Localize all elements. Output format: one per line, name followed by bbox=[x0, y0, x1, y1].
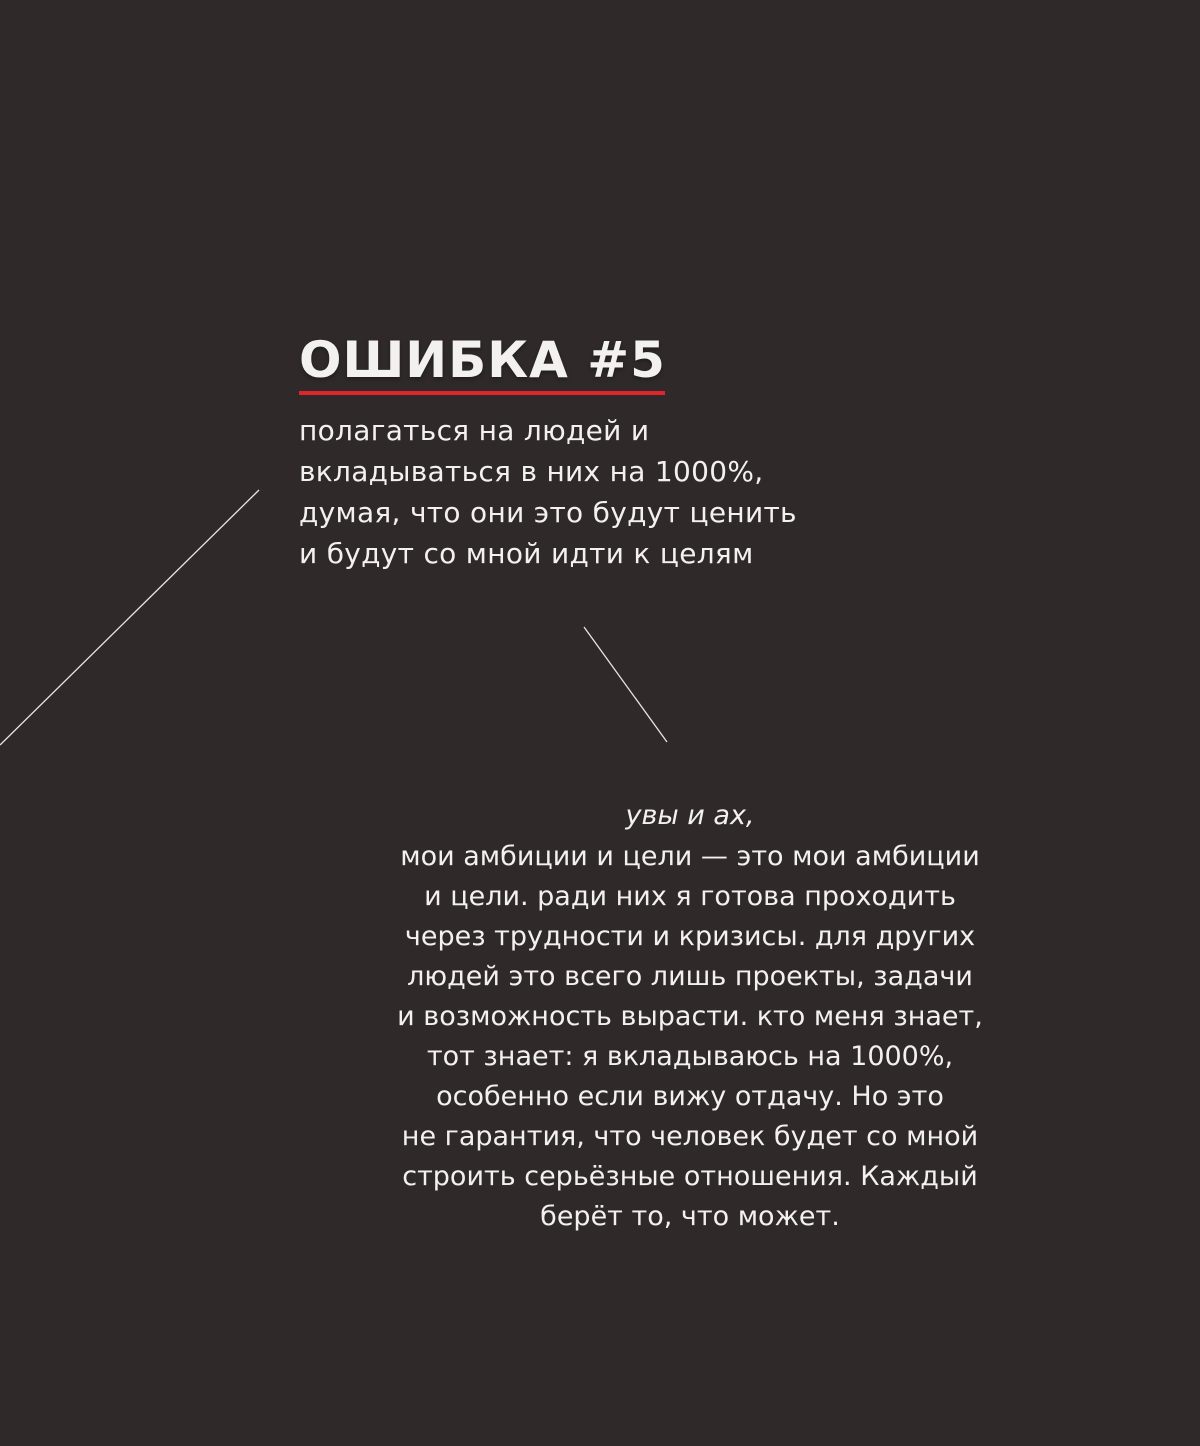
description-line: вкладываться в них на 1000%, bbox=[299, 455, 764, 488]
body-line: через трудности и кризисы. для других bbox=[404, 921, 976, 952]
body-paragraph bbox=[320, 837, 1060, 1237]
body-line: людей это всего лишь проекты, задачи bbox=[407, 961, 973, 992]
body-line: тот знает: я вкладываюсь на 1000%, bbox=[426, 1041, 954, 1072]
page-title: ОШИБКА #5 bbox=[299, 331, 666, 389]
lead-phrase: увы и ах, bbox=[625, 800, 755, 831]
body-line: мои амбиции и цели — это мои амбиции bbox=[400, 841, 980, 872]
description-line: полагаться на людей и bbox=[299, 414, 650, 447]
body-line: и возможность вырасти. кто меня знает, bbox=[397, 1001, 983, 1032]
description-line: думая, что они это будут ценить bbox=[299, 496, 797, 529]
diagonal-line-left bbox=[0, 490, 259, 745]
body-line: особенно если вижу отдачу. Но это bbox=[436, 1081, 944, 1112]
body-line: не гарантия, что человек будет со мной bbox=[401, 1121, 979, 1152]
title-underline bbox=[299, 391, 665, 395]
body-line: берёт то, что может. bbox=[540, 1201, 840, 1232]
diagonal-line-center bbox=[584, 627, 667, 742]
description-line: и будут со мной идти к целям bbox=[299, 537, 754, 570]
mistake-description bbox=[299, 410, 919, 574]
body-line: строить серьёзные отношения. Каждый bbox=[402, 1161, 978, 1192]
body-line: и цели. ради них я готова проходить bbox=[424, 881, 956, 912]
